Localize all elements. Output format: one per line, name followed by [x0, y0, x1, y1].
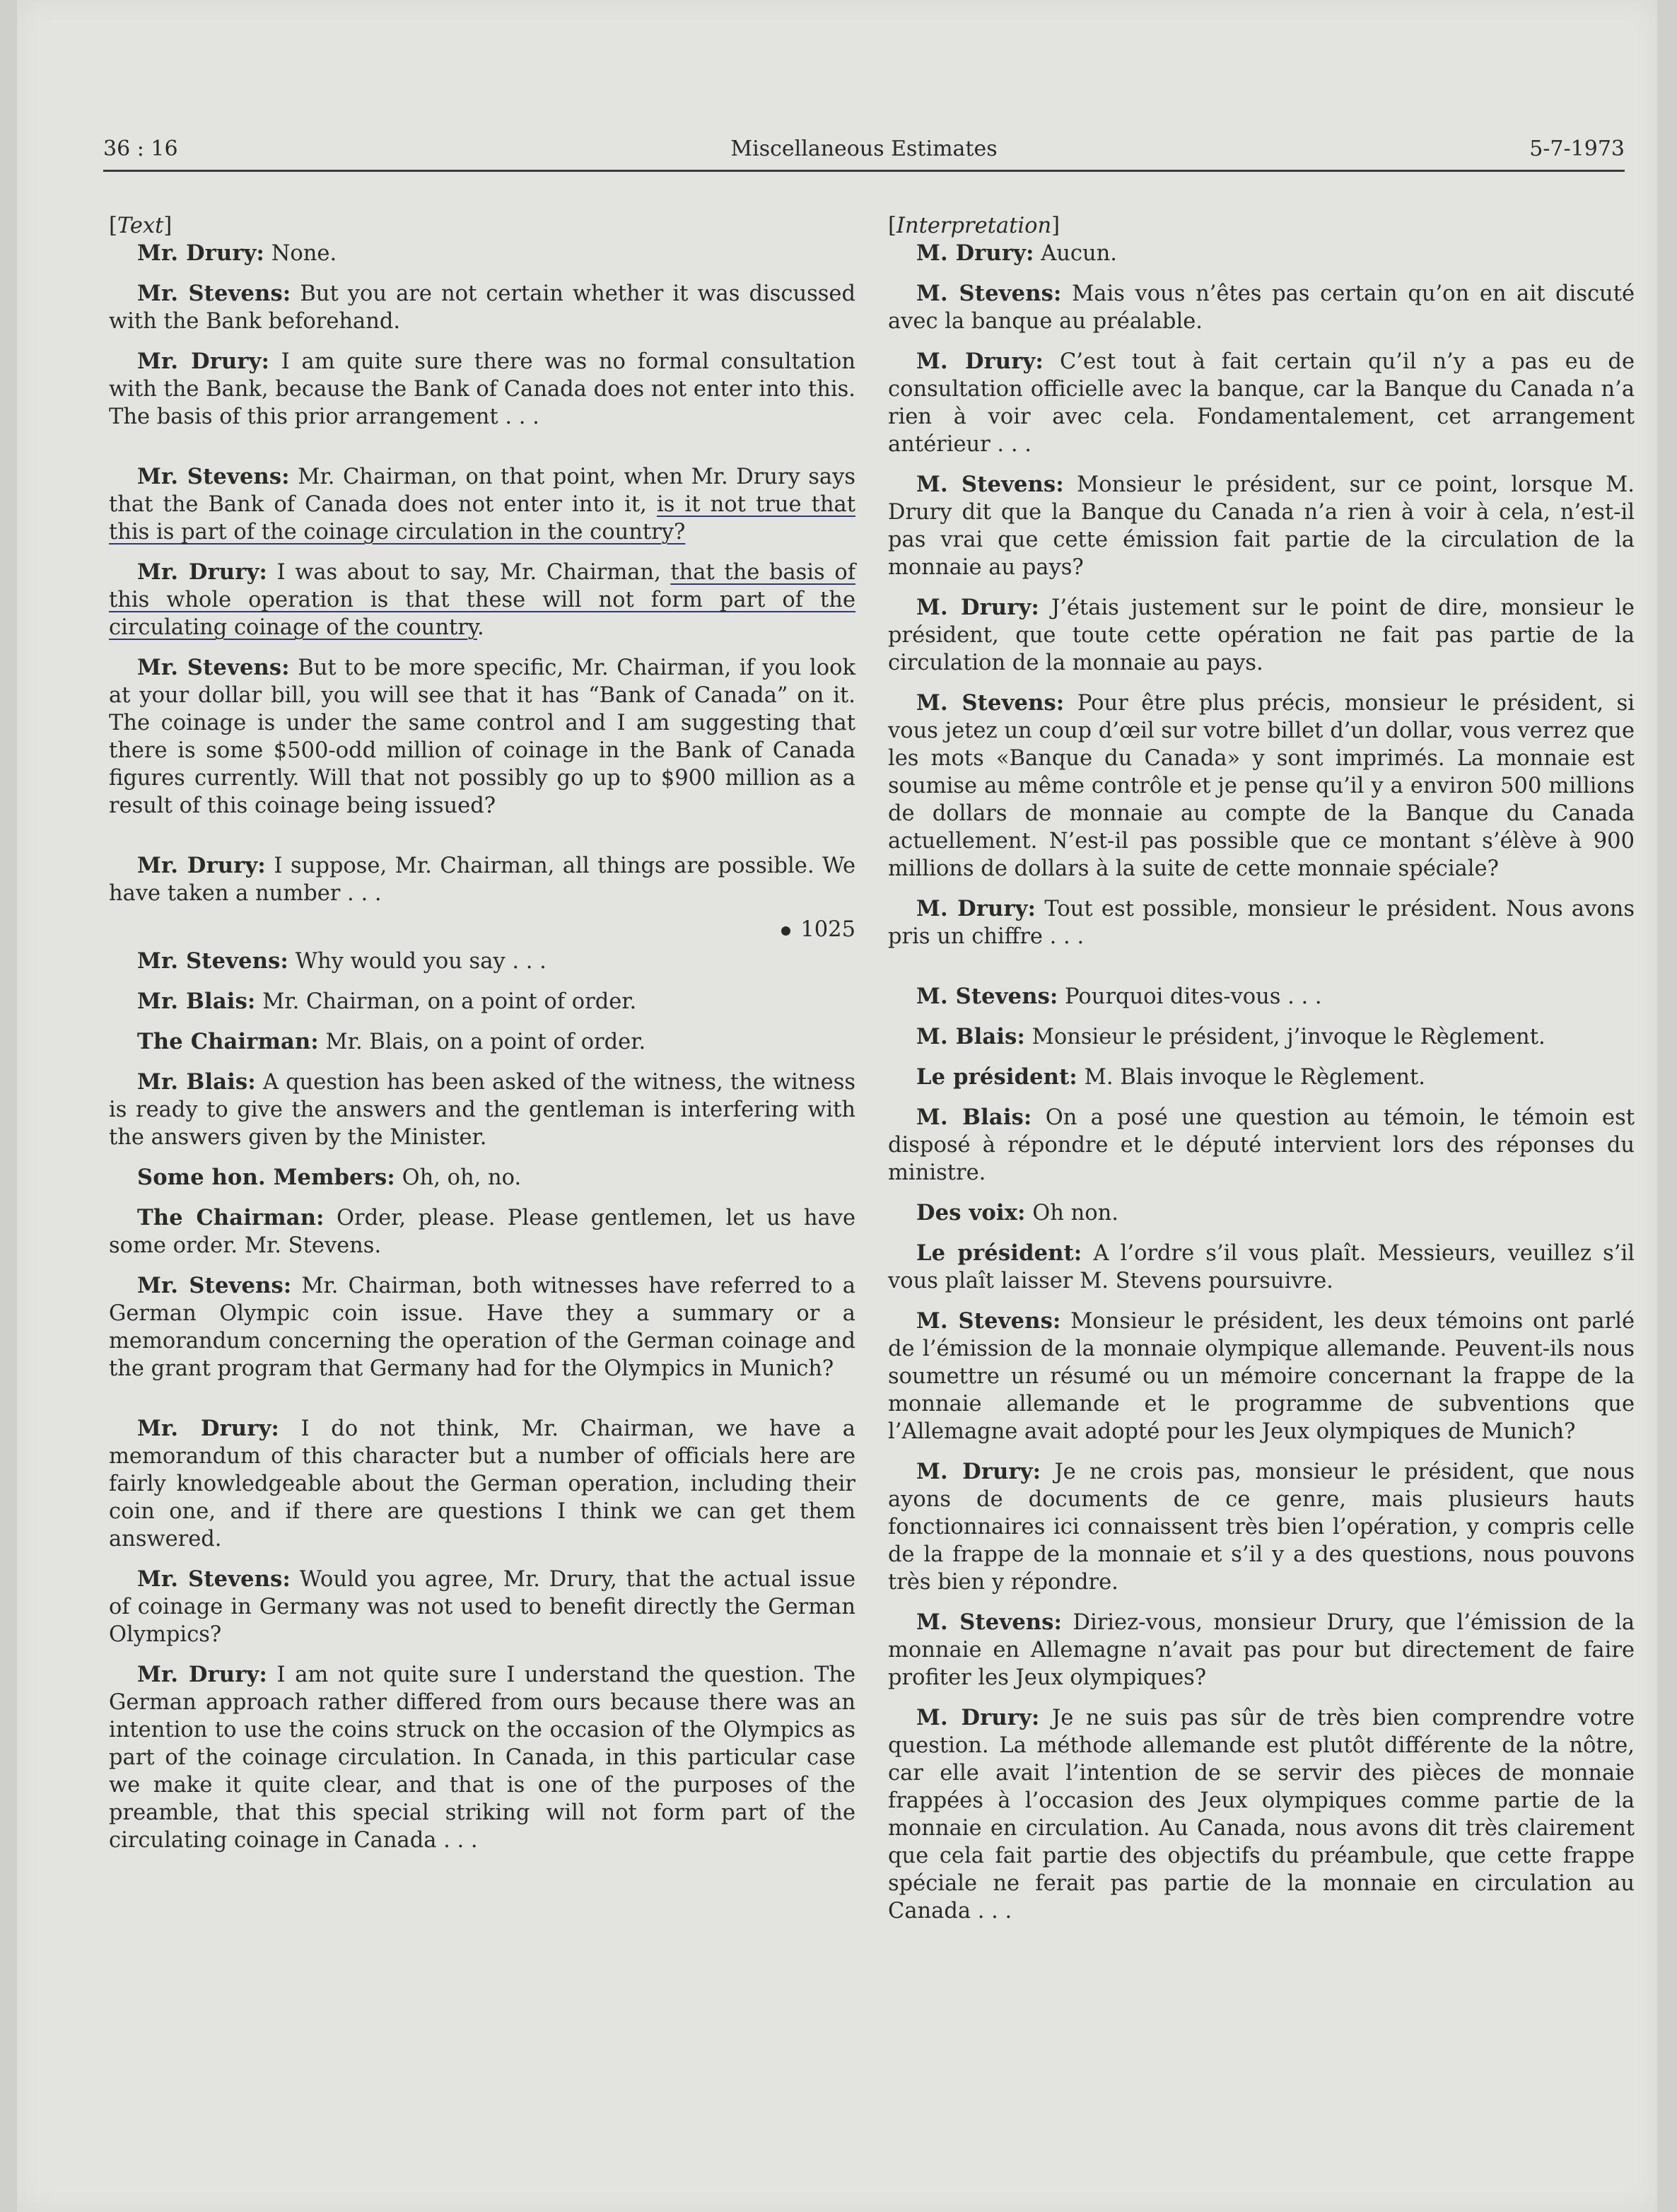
time-marker-value: 1025 — [800, 917, 855, 942]
speech-text: C’est tout à fait certain qu’il n’y a pas eu de consultation officielle avec la banque, car la Banque du Canada n’a rien à voir avec cela. Fondamentalement, cet arrangement antérieur . . . — [888, 349, 1635, 457]
speech-text: I am quite sure there was no formal consultation with the Bank, because the Bank of Canada does not enter into this. The basis of this prior arrangement . . . — [109, 349, 856, 429]
speech-text: Monsieur le président, j’invoque le Règlement. — [1024, 1025, 1545, 1049]
transcript-paragraph — [888, 1199, 1635, 1227]
bullet-dot-icon — [781, 926, 790, 936]
speech-text: Pour être plus précis, monsieur le président, si vous jetez un coup d’œil sur votre billet d’un dollar, vous verrez que les mots «Banque du Canada» y sont imprimés. La monnaie est soumise au même contrôle et je pense qu’il y a environ 500 millions de dollars de monnaie au compte de la Banque du Canada actuellement. N’est-il pas possible que ce montant s’élève à 900 millions de dollars à la suite de cette monnaie spéciale? — [888, 691, 1635, 881]
speaker-name: Mr. Stevens: — [137, 948, 288, 974]
speech-text: Monsieur le président, sur ce point, lorsque M. Drury dit que la Banque du Canada n’a rien à voir à cela, n’est-il pas vrai que cette émission fait partie de la circulation de la monnaie au pays? — [888, 472, 1635, 580]
speech-text: But you are not certain whether it was discussed with the Bank beforehand. — [109, 281, 856, 334]
transcript-paragraph — [109, 348, 855, 431]
speech-text: Je ne suis pas sûr de très bien comprendre votre question. La méthode allemande est plutôt différente de la nôtre, car elle avait l’intention de se servir des pièces de monnaie frappées à l’occasion des Jeux olympiques comme partie de la monnaie en circulation. Au Canada, nous avons dit très clairement que cela fait partie des objectifs du préambule, que cette frappe spéciale ne ferait pas partie de la monnaie en circulation au Canada . . . — [888, 1706, 1635, 1923]
speaker-name: Mr. Stevens: — [137, 655, 290, 680]
transcript-paragraph — [109, 988, 855, 1015]
transcript-paragraph — [109, 240, 855, 267]
transcript-paragraph — [109, 1415, 855, 1553]
speech-text: Monsieur le président, les deux témoins ont parlé de l’émission de la monnaie olympique allemande. Peuvent-ils nous soumettre un résumé ou un mémoire concernant la frappe de la monnaie allemande et le programme de subventions que l’Allemagne avait adopté pour les Jeux olympiques de Munich? — [888, 1309, 1635, 1444]
speech-text: Oh non. — [1025, 1201, 1118, 1226]
pen-underlined-text: is it not true that this is part of the coinage circulation in the country? — [109, 492, 855, 545]
speaker-name: Mr. Stevens: — [137, 464, 290, 489]
transcript-paragraph — [888, 895, 1635, 950]
speaker-name: Mr. Stevens: — [137, 1566, 291, 1592]
transcript-paragraph — [888, 240, 1635, 267]
speaker-name: Mr. Stevens: — [137, 281, 291, 306]
speaker-name: Des voix: — [916, 1200, 1026, 1226]
speech-text: Mr. Chairman, on that point, when Mr. Drury says that the Bank of Canada does not enter into it, — [109, 465, 855, 517]
speaker-name: The Chairman: — [137, 1029, 319, 1054]
speaker-name: M. Blais: — [916, 1024, 1025, 1049]
speaker-name: Mr. Drury: — [137, 559, 267, 585]
transcript-paragraph — [109, 1272, 855, 1382]
speech-text: Would you agree, Mr. Drury, that the actual issue of coinage in Germany was not used to benefit directly the German Olympics? — [109, 1567, 856, 1647]
speaker-name: M. Stevens: — [916, 1609, 1063, 1635]
speaker-name: M. Stevens: — [916, 984, 1058, 1009]
speech-text: Tout est possible, monsieur le président. Nous avons pris un chiffre . . . — [888, 897, 1635, 949]
speaker-name: M. Drury: — [916, 1459, 1041, 1484]
page-header — [103, 126, 1625, 172]
speaker-name: Some hon. Members: — [137, 1165, 395, 1190]
transcript-paragraph — [888, 471, 1635, 581]
page-number: 36 : 16 — [103, 136, 178, 161]
speaker-name: Le président: — [916, 1240, 1082, 1266]
speaker-name: M. Drury: — [916, 349, 1044, 374]
transcript-paragraph — [109, 1164, 855, 1192]
speaker-name: Mr. Drury: — [137, 240, 265, 266]
transcript-paragraph — [109, 1204, 855, 1259]
document-page — [17, 0, 1657, 2212]
speech-text-tail: . — [477, 615, 484, 640]
transcript-paragraph — [109, 1661, 855, 1854]
section-label-text: [Text] — [109, 214, 173, 238]
speech-text: Mr. Blais, on a point of order. — [318, 1030, 646, 1054]
speech-text: On a posé une question au témoin, le témoin est disposé à répondre et le député intervient lors des réponses du ministre. — [888, 1105, 1635, 1185]
speech-text: J’étais justement sur le point de dire, monsieur le président, que toute cette opération ne fait pas partie de la circulation de la monnaie au pays. — [888, 595, 1635, 675]
transcript-paragraph — [109, 559, 855, 641]
transcript-paragraph — [888, 1458, 1635, 1596]
section-label-interpretation: [Interpretation] — [888, 214, 1060, 238]
transcript-paragraph — [888, 348, 1635, 458]
speaker-name: M. Stevens: — [916, 472, 1064, 497]
transcript-paragraph — [888, 1308, 1635, 1445]
transcript-paragraph — [888, 1704, 1635, 1925]
speaker-name: M. Stevens: — [916, 1308, 1061, 1334]
speech-text: None. — [264, 241, 337, 266]
section-label-text-word: Text — [117, 214, 164, 238]
speaker-name: Le président: — [916, 1064, 1077, 1090]
speech-text: A l’ordre s’il vous plaît. Messieurs, veuillez s’il vous plaît laisser M. Stevens poursuivre. — [888, 1241, 1635, 1293]
transcript-paragraph — [888, 983, 1635, 1011]
speaker-name: M. Blais: — [916, 1105, 1032, 1130]
transcript-paragraph — [109, 948, 855, 975]
time-marker — [109, 916, 855, 943]
speech-text: Pourquoi dites-vous . . . — [1058, 984, 1322, 1009]
transcript-paragraph — [888, 1023, 1635, 1051]
speech-text: I was about to say, Mr. Chairman, — [267, 560, 671, 585]
transcript-paragraph — [888, 280, 1635, 335]
speaker-name: Mr. Blais: — [137, 989, 256, 1014]
speaker-name: Mr. Drury: — [137, 853, 266, 878]
speaker-name: Mr. Drury: — [137, 1416, 279, 1441]
transcript-paragraph — [888, 594, 1635, 677]
page-date: 5-7-1973 — [1529, 136, 1625, 161]
speech-text: But to be more specific, Mr. Chairman, if you look at your dollar bill, you will see that it has “Bank of Canada” on it. The coinage is under the same control and I am suggesting that there is some $500-odd million of coinage in the Bank of Canada figures currently. Will that not possibly go up to $900 million as a result of this coinage being issued? — [109, 656, 856, 818]
transcript-paragraph — [109, 463, 855, 546]
speech-text: Mr. Chairman, on a point of order. — [255, 989, 637, 1014]
speech-text: Diriez-vous, monsieur Drury, que l’émission de la monnaie en Allemagne n’avait pas pour but directement de faire profiter les Jeux olympiques? — [888, 1610, 1635, 1690]
transcript-paragraph — [888, 689, 1635, 883]
speaker-name: Mr. Drury: — [137, 1662, 267, 1687]
speaker-name: M. Drury: — [916, 595, 1039, 620]
english-column — [109, 212, 855, 1867]
speech-text: Mais vous n’êtes pas certain qu’on en ait discuté avec la banque au préalable. — [888, 281, 1635, 334]
speech-text: M. Blais invoque le Règlement. — [1077, 1065, 1425, 1090]
page-title: Miscellaneous Estimates — [730, 136, 998, 161]
speaker-name: Mr. Stevens: — [137, 1273, 292, 1298]
speaker-name: The Chairman: — [137, 1205, 325, 1230]
speaker-name: Mr. Drury: — [137, 349, 270, 374]
speech-text: I do not think, Mr. Chairman, we have a memorandum of this character but a number of officials here are fairly knowledgeable about the German operation, including their coin one, and if there are questions I think we can get them answered. — [109, 1416, 855, 1552]
speaker-name: M. Drury: — [916, 240, 1034, 266]
transcript-paragraph — [109, 654, 855, 820]
speech-text: A question has been asked of the witness, the witness is ready to give the answers and the gentleman is interfering with the answers given by the Minister. — [109, 1070, 855, 1150]
transcript-paragraph — [109, 1028, 855, 1056]
speech-text: Aucun. — [1034, 241, 1117, 266]
transcript-paragraph — [888, 1609, 1635, 1692]
transcript-paragraph — [109, 1069, 855, 1151]
speech-text: Why would you say . . . — [288, 949, 547, 974]
speaker-name: M. Drury: — [916, 896, 1036, 921]
transcript-paragraph — [888, 1240, 1635, 1295]
transcript-paragraph — [888, 1104, 1635, 1187]
speaker-name: M. Drury: — [916, 1705, 1040, 1730]
speech-text: Order, please. Please gentlemen, let us have some order. Mr. Stevens. — [109, 1206, 855, 1258]
speaker-name: M. Stevens: — [916, 690, 1065, 716]
speech-text: I suppose, Mr. Chairman, all things are possible. We have taken a number . . . — [109, 854, 855, 906]
speech-text: Je ne crois pas, monsieur le président, que nous ayons de documents de ce genre, mais plusieurs hauts fonctionnaires ici connaissent très bien l’opération, y compris celle de la frappe de la monnaie et s’il y a des questions, nous pouvons très bien y répondre. — [888, 1460, 1635, 1595]
pen-underlined-text: that the basis of this whole operation is that these will not form part of the circulating coinage of the country — [109, 560, 855, 640]
speaker-name: Mr. Blais: — [137, 1069, 256, 1095]
speech-text: Oh, oh, no. — [395, 1165, 522, 1190]
speech-text: I am not quite sure I understand the question. The German approach rather differed from ours because there was an intention to use the coins struck on the occasion of the Olympics as part of the coinage circulation. In Canada, in this particular case we make it quite clear, and that is one of the purposes of the preamble, that this special striking will not form part of the circulating coinage in Canada . . . — [109, 1663, 855, 1853]
speaker-name: M. Stevens: — [916, 281, 1062, 306]
french-column — [888, 212, 1635, 1938]
transcript-paragraph — [109, 1566, 855, 1648]
transcript-paragraph — [888, 1064, 1635, 1091]
transcript-paragraph — [109, 280, 855, 335]
section-label-interpretation-word: Interpretation — [896, 214, 1052, 238]
speech-text: Mr. Chairman, both witnesses have referred to a German Olympic coin issue. Have they a summary or a memorandum concerning the operation of the German coinage and the grant program that Germany had for the Olympics in Munich? — [109, 1274, 856, 1381]
transcript-paragraph — [109, 852, 855, 907]
